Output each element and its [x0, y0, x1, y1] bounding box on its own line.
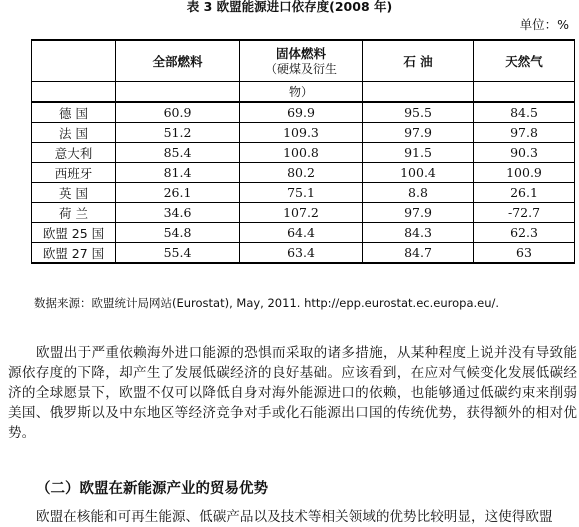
all-value-cell: 81.4 — [116, 163, 240, 183]
solid-value-cell: 64.4 — [240, 223, 363, 243]
solid-value-cell: 75.1 — [240, 183, 363, 203]
table-row — [32, 102, 575, 123]
table-row — [32, 163, 575, 183]
body-paragraph: 欧盟出于严重依赖海外进口能源的恐惧而采取的诸多措施，从某种程度上说并没有导致能源依存度的下降，却产生了发展低碳经济的良好基础。应该看到，在应对气候变化发展低碳经济的全球愿景下，欧盟不仅可以降低自身对海外能源进口的依赖，也能够通过低碳约束来削弱美国、俄罗斯以及中东地区等经济竞争对手或化石能源出口国的传统优势，获得额外的相对优势。 — [8, 345, 577, 441]
country-cell: 欧盟 27 国 — [32, 243, 116, 264]
table-row — [32, 223, 575, 243]
gas-value-cell: 97.8 — [474, 123, 575, 143]
country-cell: 德 国 — [32, 102, 116, 123]
all-value-cell: 60.9 — [116, 102, 240, 123]
header-solid-sub: （硬煤及衍生 — [264, 61, 337, 76]
cont-cell — [32, 82, 116, 103]
gas-value-cell: 26.1 — [474, 183, 575, 203]
table-row — [32, 123, 575, 143]
country-cell: 意大利 — [32, 143, 116, 163]
country-cell: 欧盟 25 国 — [32, 223, 116, 243]
header-solid-fuels — [240, 40, 363, 82]
gas-value-cell: 62.3 — [474, 223, 575, 243]
oil-value-cell: 8.8 — [363, 183, 474, 203]
header-oil: 石 油 — [363, 40, 474, 82]
country-cell: 荷 兰 — [32, 203, 116, 223]
table-row — [32, 183, 575, 203]
solid-value-cell: 107.2 — [240, 203, 363, 223]
oil-value-cell: 84.7 — [363, 243, 474, 264]
gas-value-cell: 100.9 — [474, 163, 575, 183]
all-value-cell: 85.4 — [116, 143, 240, 163]
all-value-cell: 26.1 — [116, 183, 240, 203]
oil-value-cell: 91.5 — [363, 143, 474, 163]
gas-value-cell: 90.3 — [474, 143, 575, 163]
gas-value-cell: 84.5 — [474, 102, 575, 123]
table-row — [32, 203, 575, 223]
header-country — [32, 40, 116, 82]
cont-cell — [474, 82, 575, 103]
header-gas: 天然气 — [474, 40, 575, 82]
country-cell: 西班牙 — [32, 163, 116, 183]
solid-value-cell: 63.4 — [240, 243, 363, 264]
table-caption: 表 3 欧盟能源进口依存度(2008 年) — [186, 0, 393, 14]
oil-value-cell: 100.4 — [363, 163, 474, 183]
solid-value-cell: 100.8 — [240, 143, 363, 163]
oil-value-cell: 97.9 — [363, 203, 474, 223]
oil-value-cell: 97.9 — [363, 123, 474, 143]
cont-cell — [363, 82, 474, 103]
section-heading: （二）欧盟在新能源产业的贸易优势 — [36, 481, 268, 497]
solid-value-cell: 109.3 — [240, 123, 363, 143]
all-value-cell: 51.2 — [116, 123, 240, 143]
gas-value-cell: 63 — [474, 243, 575, 264]
header-solid-main: 固体燃料 — [275, 45, 326, 61]
table-row — [32, 243, 575, 264]
header-all-fuels: 全部燃料 — [116, 40, 240, 82]
solid-value-cell: 69.9 — [240, 102, 363, 123]
solid-value-cell: 80.2 — [240, 163, 363, 183]
body-paragraph-2: 欧盟在核能和可再生能源、低碳产品以及技术等相关领域的优势比较明显，这使得欧盟 — [36, 509, 553, 525]
table-row — [32, 143, 575, 163]
import-dependency-table — [31, 39, 575, 264]
unit-label: 单位：% — [519, 17, 569, 32]
gas-value-cell: -72.7 — [474, 203, 575, 223]
all-value-cell: 54.8 — [116, 223, 240, 243]
oil-value-cell: 95.5 — [363, 102, 474, 123]
all-value-cell: 55.4 — [116, 243, 240, 264]
country-cell: 英 国 — [32, 183, 116, 203]
all-value-cell: 34.6 — [116, 203, 240, 223]
header-continuation: 物） — [240, 82, 363, 103]
data-source-note: 数据来源：欧盟统计局网站(Eurostat), May, 2011. http://epp.eurostat.ec.europa.eu/. — [34, 296, 500, 310]
country-cell: 法 国 — [32, 123, 116, 143]
cont-cell — [116, 82, 240, 103]
oil-value-cell: 84.3 — [363, 223, 474, 243]
